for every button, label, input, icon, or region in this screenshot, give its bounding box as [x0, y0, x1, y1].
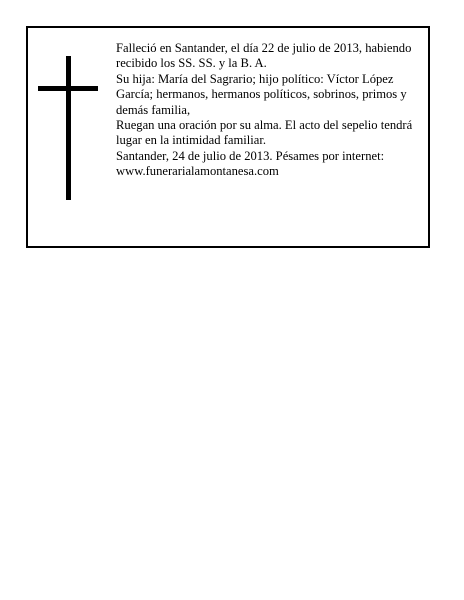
cross-horizontal-bar: [38, 86, 98, 91]
date-and-condolences: Santander, 24 de julio de 2013. Pésames por internet: www.funerarialamontanesa.com: [116, 148, 385, 179]
notice-text: [116, 41, 426, 180]
cross-vertical-bar: [66, 56, 71, 200]
family-list: Su hija: María del Sagrario; hijo político: Víctor López García; hermanos, hermanos políticos, sobrinos, primos y demás familia,: [116, 71, 407, 117]
obituary-notice: [26, 26, 430, 248]
death-announcement: Falleció en Santander, el día 22 de julio de 2013, habiendo recibido los SS. SS. y la B. A.: [116, 41, 412, 71]
cross-icon: [38, 56, 98, 200]
prayer-request: Ruegan una oración por su alma. El acto del sepelio tendrá lugar en la intimidad familiar.: [116, 118, 413, 148]
